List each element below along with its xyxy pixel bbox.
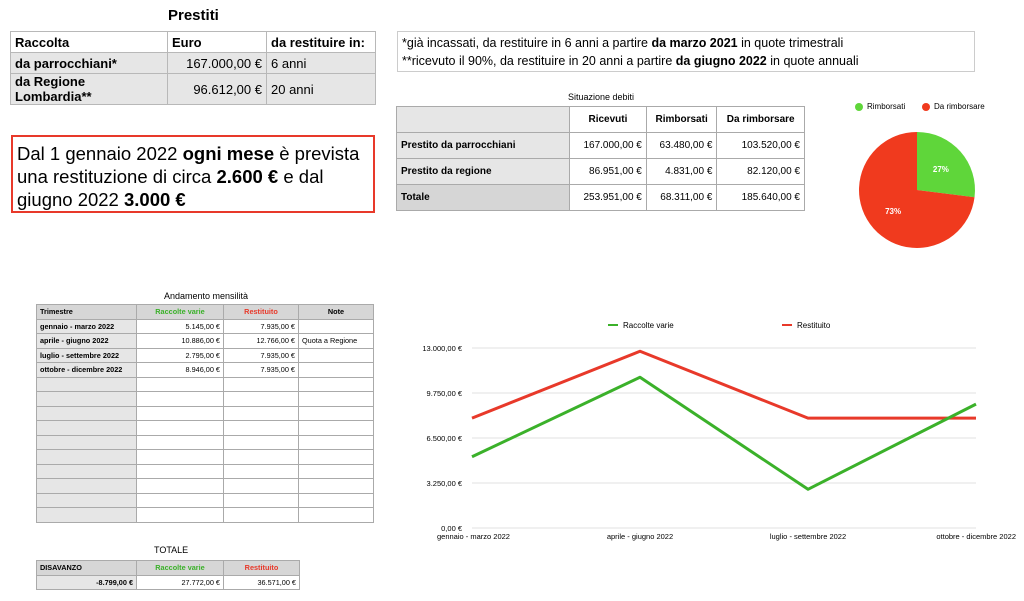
empty-cell [37, 392, 137, 407]
empty-cell [224, 406, 299, 421]
debiti-header-rimborsati: Rimborsati [646, 107, 717, 133]
mensilita-header-note: Note [299, 305, 374, 320]
announcement-bold: ogni mese [182, 143, 275, 164]
note-highlight: da marzo 2021 [651, 36, 738, 50]
empty-cell [37, 377, 137, 392]
totale-header-disavanzo: DISAVANZO [37, 561, 137, 576]
debiti-da-rimborsare: 185.640,00 € [717, 185, 805, 211]
debiti-caption: Situazione debiti [568, 92, 635, 102]
table-row [397, 185, 805, 211]
empty-row [37, 435, 374, 450]
notes-box [397, 31, 975, 72]
mensilita-restituito: 7.935,00 € [224, 363, 299, 378]
debiti-label: Prestito da parrocchiani [397, 133, 570, 159]
debiti-label: Totale [397, 185, 570, 211]
empty-cell [224, 493, 299, 508]
prestiti-table [10, 31, 376, 105]
empty-cell [37, 406, 137, 421]
mensilita-note [299, 319, 374, 334]
y-tick-label: 3.250,00 € [426, 479, 462, 488]
empty-cell [299, 479, 374, 494]
empty-cell [299, 464, 374, 479]
prestiti-label: da Regione Lombardia** [11, 74, 168, 105]
announcement-box [11, 135, 375, 213]
prestiti-header-row [11, 32, 376, 53]
legend-label: Rimborsati [867, 102, 906, 111]
note-highlight: da giugno 2022 [675, 54, 767, 68]
empty-cell [299, 406, 374, 421]
note-text: in quote annuali [766, 54, 859, 68]
empty-cell [137, 450, 224, 465]
empty-cell [137, 392, 224, 407]
pie-legend-da-rimborsare [922, 102, 985, 111]
mensilita-header-restituito: Restituito [224, 305, 299, 320]
mensilita-caption: Andamento mensilità [164, 291, 249, 301]
empty-cell [37, 421, 137, 436]
empty-cell [224, 479, 299, 494]
table-row [37, 575, 300, 590]
series-line [472, 351, 976, 418]
table-row [397, 133, 805, 159]
mensilita-trimestre: luglio - settembre 2022 [37, 348, 137, 363]
prestiti-header-term: da restituire in: [267, 32, 376, 53]
empty-row [37, 450, 374, 465]
legend-label: Raccolte varie [623, 321, 674, 330]
debiti-ricevuti: 86.951,00 € [570, 159, 647, 185]
legend-dot-icon [922, 103, 930, 111]
empty-cell [37, 493, 137, 508]
announcement-bold: 3.000 € [124, 189, 186, 210]
mensilita-trimestre: aprile - giugno 2022 [37, 334, 137, 349]
announcement-text: e dal giugno 2022 [17, 166, 324, 210]
prestiti-label: da parrocchiani* [11, 53, 168, 74]
table-row [11, 74, 376, 105]
empty-cell [224, 435, 299, 450]
table-row [37, 319, 374, 334]
empty-row [37, 421, 374, 436]
empty-row [37, 479, 374, 494]
empty-cell [224, 377, 299, 392]
totale-header-row [37, 561, 300, 576]
debiti-label: Prestito da regione [397, 159, 570, 185]
pie-label-da-rimborsare: 73% [885, 207, 902, 217]
debiti-table [396, 106, 805, 211]
debiti-header-ricevuti: Ricevuti [570, 107, 647, 133]
pie-legend-rimborsati [855, 102, 905, 111]
mensilita-raccolte: 10.886,00 € [137, 334, 224, 349]
note-text: **ricevuto il 90%, da restituire in 20 anni a partire [402, 54, 676, 68]
mensilita-raccolte: 5.145,00 € [137, 319, 224, 334]
totale-table [36, 560, 300, 590]
mensilita-header-trimestre: Trimestre [37, 305, 137, 320]
note-text: in quote trimestrali [737, 36, 844, 50]
totale-header-restituito: Restituito [224, 561, 300, 576]
mensilita-header-raccolte: Raccolte varie [137, 305, 224, 320]
debiti-header-empty [397, 107, 570, 133]
mensilita-raccolte: 8.946,00 € [137, 363, 224, 378]
y-tick-label: 13.000,00 € [422, 344, 462, 353]
empty-cell [137, 493, 224, 508]
empty-cell [224, 421, 299, 436]
empty-cell [37, 479, 137, 494]
debiti-ricevuti: 253.951,00 € [570, 185, 647, 211]
empty-cell [224, 392, 299, 407]
debiti-rimborsati: 68.311,00 € [646, 185, 717, 211]
debiti-rimborsati: 63.480,00 € [646, 133, 717, 159]
empty-row [37, 464, 374, 479]
table-row [37, 363, 374, 378]
empty-cell [299, 421, 374, 436]
legend-label: Restituito [797, 321, 831, 330]
debiti-ricevuti: 167.000,00 € [570, 133, 647, 159]
table-row [37, 334, 374, 349]
x-tick-label: ottobre - dicembre 2022 [936, 532, 1016, 541]
empty-cell [37, 435, 137, 450]
mensilita-note: Quota a Regione [299, 334, 374, 349]
note-line-1 [402, 34, 970, 52]
x-tick-label: aprile - giugno 2022 [606, 532, 674, 541]
prestiti-euro: 167.000,00 € [168, 53, 267, 74]
debiti-da-rimborsare: 82.120,00 € [717, 159, 805, 185]
empty-cell [137, 508, 224, 523]
prestiti-euro: 96.612,00 € [168, 74, 267, 105]
announcement-text: è prevista una restituzione di circa [17, 143, 360, 187]
empty-cell [299, 508, 374, 523]
series-line [472, 377, 976, 489]
totale-restituito: 36.571,00 € [224, 575, 300, 590]
empty-cell [299, 450, 374, 465]
pie-chart [855, 128, 983, 256]
legend-dot-icon [855, 103, 863, 111]
empty-row [37, 392, 374, 407]
y-tick-label: 9.750,00 € [426, 389, 462, 398]
empty-row [37, 493, 374, 508]
totale-disavanzo: -8.799,00 € [37, 575, 137, 590]
mensilita-note [299, 348, 374, 363]
empty-cell [299, 435, 374, 450]
totale-header-raccolte: Raccolte varie [137, 561, 224, 576]
empty-cell [224, 450, 299, 465]
prestiti-header-euro: Euro [168, 32, 267, 53]
y-tick-label: 6.500,00 € [426, 434, 462, 443]
empty-cell [137, 435, 224, 450]
empty-cell [224, 508, 299, 523]
table-row [37, 348, 374, 363]
empty-cell [37, 450, 137, 465]
empty-cell [299, 493, 374, 508]
empty-cell [137, 377, 224, 392]
empty-row [37, 406, 374, 421]
x-tick-label: gennaio - marzo 2022 [437, 532, 510, 541]
x-tick-label: luglio - settembre 2022 [769, 532, 847, 541]
legend-label: Da rimborsare [934, 102, 985, 111]
empty-row [37, 508, 374, 523]
mensilita-raccolte: 2.795,00 € [137, 348, 224, 363]
mensilita-restituito: 7.935,00 € [224, 348, 299, 363]
announcement-text: Dal 1 gennaio 2022 [17, 143, 183, 164]
empty-cell [37, 464, 137, 479]
y-tick-label: 0,00 € [441, 524, 462, 533]
prestiti-term: 20 anni [267, 74, 376, 105]
mensilita-note [299, 363, 374, 378]
totale-raccolte: 27.772,00 € [137, 575, 224, 590]
mensilita-table [36, 304, 374, 523]
empty-cell [137, 479, 224, 494]
empty-cell [299, 392, 374, 407]
totale-label: TOTALE [154, 545, 189, 555]
empty-cell [137, 464, 224, 479]
note-line-2 [402, 52, 970, 70]
mensilita-restituito: 7.935,00 € [224, 319, 299, 334]
mensilita-restituito: 12.766,00 € [224, 334, 299, 349]
prestiti-term: 6 anni [267, 53, 376, 74]
mensilita-header-row [37, 305, 374, 320]
debiti-header-da-rimborsare: Da rimborsare [717, 107, 805, 133]
line-chart [400, 312, 1020, 547]
mensilita-trimestre: gennaio - marzo 2022 [37, 319, 137, 334]
empty-cell [137, 421, 224, 436]
pie-label-rimborsati: 27% [932, 164, 949, 174]
note-text: *già incassati, da restituire in 6 anni a partire [402, 36, 652, 50]
empty-cell [299, 377, 374, 392]
empty-row [37, 377, 374, 392]
debiti-da-rimborsare: 103.520,00 € [717, 133, 805, 159]
empty-cell [224, 464, 299, 479]
empty-cell [37, 508, 137, 523]
table-row [11, 53, 376, 74]
prestiti-header-raccolta: Raccolta [11, 32, 168, 53]
mensilita-trimestre: ottobre - dicembre 2022 [37, 363, 137, 378]
table-row [397, 159, 805, 185]
prestiti-title: Prestiti [168, 7, 219, 24]
mensilita-body [37, 319, 374, 522]
announcement-bold: 2.600 € [216, 166, 279, 187]
debiti-header-row [397, 107, 805, 133]
debiti-rimborsati: 4.831,00 € [646, 159, 717, 185]
empty-cell [137, 406, 224, 421]
